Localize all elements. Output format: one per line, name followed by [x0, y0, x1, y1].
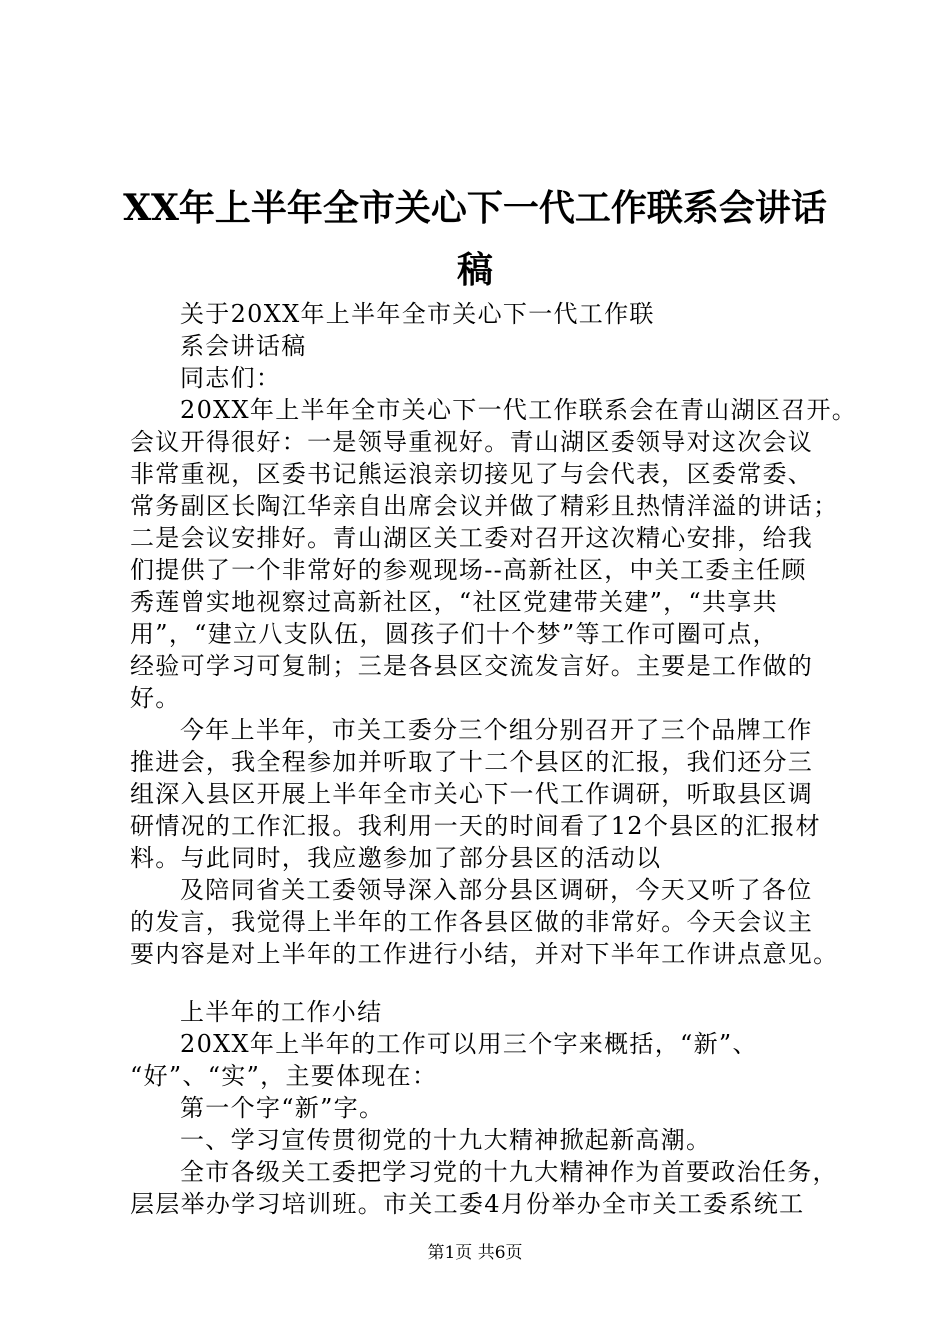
body-text-line: 层层举办学习培训班。市关工委4月份举办全市关工委系统工: [130, 1190, 805, 1218]
body-text-line: 组深入县区开展上半年全市关心下一代工作调研，听取县区调: [130, 780, 814, 808]
subtitle-line: 关于20XX年上半年全市关心下一代工作联: [180, 300, 655, 328]
body-text-line: 非常重视，区委书记熊运浪亲切接见了与会代表，区委常委、: [130, 460, 814, 488]
body-text-line: 的发言，我觉得上半年的工作各县区做的非常好。今天会议主: [130, 908, 814, 936]
subsection-heading: 第一个字“新”字。: [180, 1094, 385, 1122]
body-text-line: 推进会，我全程参加并听取了十二个县区的汇报，我们还分三: [130, 748, 814, 776]
body-text-line: 用”，“建立八支队伍，圆孩子们十个梦”等工作可圈可点，: [130, 620, 778, 648]
body-text-line: 会议开得很好：一是领导重视好。青山湖区委领导对这次会议: [130, 428, 814, 456]
body-text-line: 20XX年上半年的工作可以用三个字来概括，“新”、: [180, 1030, 758, 1058]
salutation: 同志们：: [180, 364, 282, 392]
body-text-line: 们提供了一个非常好的参观现场--高新社区，中关工委主任顾: [130, 556, 807, 584]
body-text-line: 秀莲曾实地视察过高新社区，“社区党建带关建”，“共享共: [130, 588, 778, 616]
body-text-line: 要内容是对上半年的工作进行小结，并对下半年工作讲点意见。: [130, 940, 839, 968]
section-heading: 上半年的工作小结: [180, 998, 383, 1026]
body-text-line: 20XX年上半年全市关心下一代工作联系会在青山湖区召开。: [180, 396, 858, 424]
body-text-line: 常务副区长陶江华亲自出席会议并做了精彩且热情洋溢的讲话；: [130, 492, 839, 520]
body-text-line: 经验可学习可复制；三是各县区交流发言好。主要是工作做的: [130, 652, 814, 680]
body-text-line: 好。: [130, 684, 181, 712]
body-text-line: 研情况的工作汇报。我利用一天的时间看了12个县区的汇报材: [130, 812, 821, 840]
page-number-footer: 第1页 共6页: [427, 1243, 523, 1263]
document-title-line-2: 稿: [456, 249, 493, 291]
body-text-line: 料。与此同时，我应邀参加了部分县区的活动以: [130, 844, 662, 872]
body-text-line: 全市各级关工委把学习党的十九大精神作为首要政治任务，: [180, 1158, 838, 1186]
body-text-line: “好”、“实”，主要体现在：: [130, 1062, 438, 1090]
subtitle-line: 系会讲话稿: [180, 332, 307, 360]
body-text-line: 今年上半年，市关工委分三个组分别召开了三个品牌工作: [180, 716, 813, 744]
body-text-line: 及陪同省关工委领导深入部分县区调研，今天又听了各位: [180, 876, 813, 904]
body-text-line: 二是会议安排好。青山湖区关工委对召开这次精心安排，给我: [130, 524, 814, 552]
document-title-line-1: XX年上半年全市关心下一代工作联系会讲话: [123, 187, 827, 229]
subsection-heading: 一、学习宣传贯彻党的十九大精神掀起新高潮。: [180, 1126, 712, 1154]
